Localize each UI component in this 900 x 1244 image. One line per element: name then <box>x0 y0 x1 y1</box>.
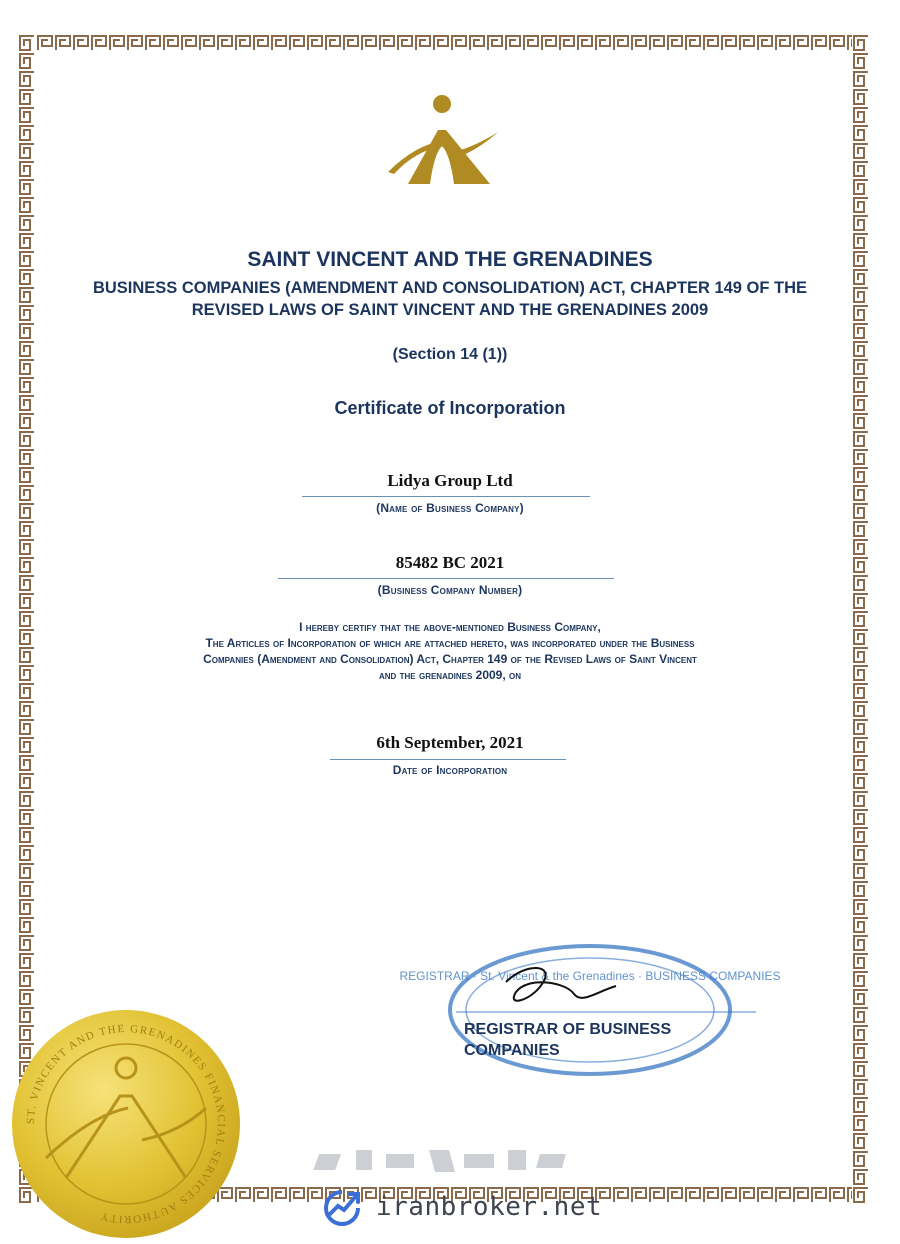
registrar-label-line2: COMPANIES <box>464 1042 560 1059</box>
seal-text: ST. VINCENT AND THE GRENADINES FINANCIAL SERVICES AUTHORITY <box>24 1022 228 1226</box>
company-number-underline <box>278 578 614 579</box>
registrar-label <box>464 1019 744 1061</box>
company-number-value: 85482 BC 2021 <box>395 553 505 572</box>
country-title: SAINT VINCENT AND THE GRENADINES <box>247 248 653 271</box>
certificate-title: Certificate of Incorporation <box>334 398 566 418</box>
top-border-pattern <box>18 34 870 52</box>
watermark-strip <box>316 1146 596 1176</box>
act-title-line2: REVISED LAWS OF SAINT VINCENT AND THE GRENADINES 2009 <box>191 301 709 319</box>
certification-line1: I hereby certify that the above-mentioned Business Company, <box>299 620 601 634</box>
certification-line3: Companies (Amendment and Consolidation) Act, Chapter 149 of the Revised Laws of Saint Vincent <box>203 652 697 666</box>
incorporation-date-underline <box>330 759 566 760</box>
authority-logo-icon <box>386 92 498 188</box>
brand-watermark <box>320 1188 603 1228</box>
right-border-pattern <box>852 34 870 1204</box>
company-name-value: Lidya Group Ltd <box>387 471 513 490</box>
stamp-text: REGISTRAR · St. Vincent & the Grenadines · BUSINESS COMPANIES <box>399 969 781 983</box>
incorporation-date-value: 6th September, 2021 <box>376 733 524 752</box>
certification-line4: and the grenadines 2009, on <box>378 668 522 682</box>
certification-statement <box>60 619 840 683</box>
company-name-caption: (Name of Business Company) <box>376 501 524 515</box>
registrar-label-line1: REGISTRAR OF BUSINESS <box>464 1021 672 1038</box>
gold-seal-icon <box>10 1008 242 1240</box>
certification-line2: The Articles of Incorporation of which are attached hereto, was incorporated under the Business <box>205 636 695 650</box>
brand-name: iranbroker.net <box>376 1192 603 1222</box>
act-title-line1: BUSINESS COMPANIES (AMENDMENT AND CONSOLIDATION) ACT, CHAPTER 149 OF THE <box>92 279 808 297</box>
act-title <box>60 277 840 321</box>
section-reference: (Section 14 (1)) <box>392 346 508 363</box>
brand-logo-icon <box>320 1188 364 1228</box>
company-name-underline <box>302 496 590 497</box>
incorporation-date-caption: Date of Incorporation <box>392 763 508 777</box>
company-number-caption: (Business Company Number) <box>377 583 523 597</box>
